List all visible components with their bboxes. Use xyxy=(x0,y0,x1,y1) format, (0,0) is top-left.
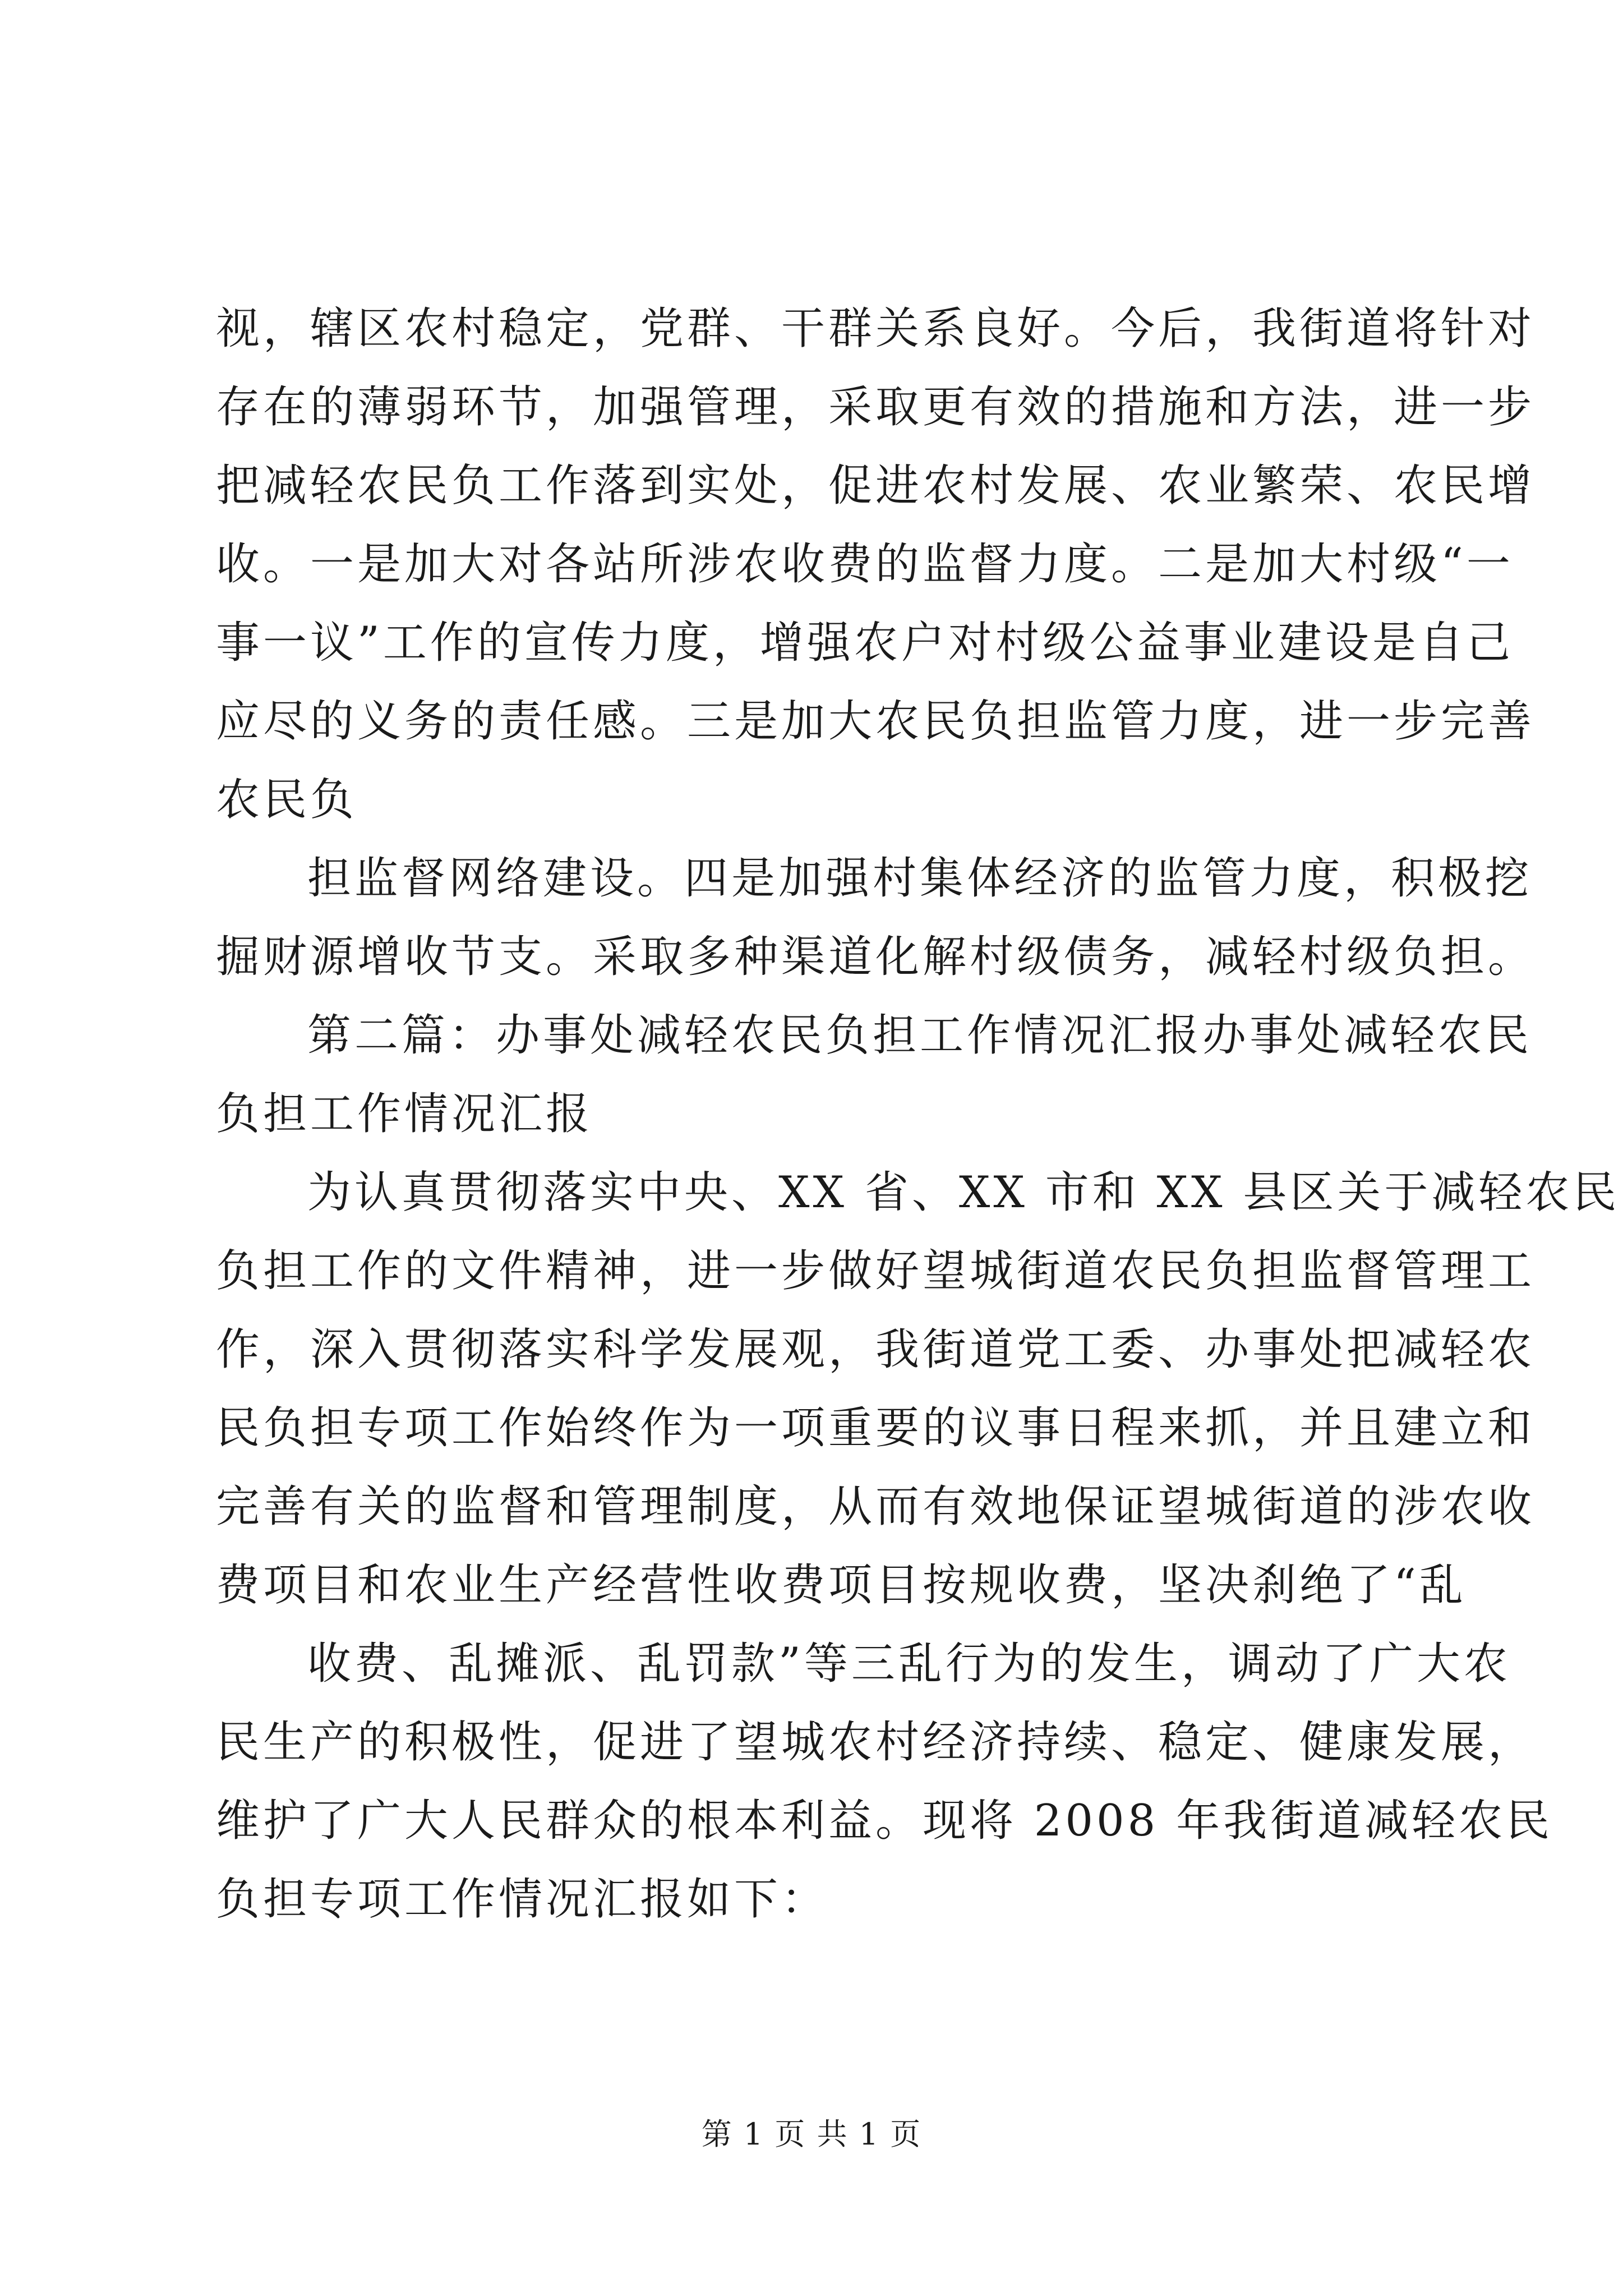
page-footer xyxy=(0,2115,1623,2154)
text-line: 存在的薄弱环节，加强管理，采取更有效的措施和方法，进一步 xyxy=(216,382,1536,432)
text-line: 收费、乱摊派、乱罚款”等三乱行为的发生，调动了广大农 xyxy=(307,1639,1511,1689)
text-line: 完善有关的监督和管理制度，从而有效地保证望城街道的涉农收 xyxy=(216,1481,1536,1532)
text-line: 负担工作的文件精神，进一步做好望城街道农民负担监督管理工 xyxy=(216,1246,1536,1296)
text-line: 为认真贯彻落实中央、XX 省、XX 市和 XX 县区关于减轻农民 xyxy=(307,1167,1620,1218)
text-line: 农民负 xyxy=(216,775,358,825)
text-line: 把减轻农民负工作落到实处，促进农村发展、农业繁荣、农民增 xyxy=(216,461,1536,511)
text-line: 维护了广大人民群众的根本利益。现将 2008 年我街道减轻农民 xyxy=(216,1796,1553,1846)
text-line: 作，深入贯彻落实科学发展观，我街道党工委、办事处把减轻农 xyxy=(216,1324,1536,1375)
text-line: 民负担专项工作始终作为一项重要的议事日程来抓，并且建立和 xyxy=(216,1403,1536,1453)
page-number-label: 第 1 页 共 1 页 xyxy=(701,2116,922,2152)
text-line: 视，辖区农村稳定，党群、干群关系良好。今后，我街道将针对 xyxy=(216,303,1536,354)
text-line: 负担专项工作情况汇报如下： xyxy=(216,1874,829,1925)
text-line: 民生产的积极性，促进了望城农村经济持续、稳定、健康发展， xyxy=(216,1717,1536,1768)
text-line: 掘财源增收节支。采取多种渠道化解村级债务，减轻村级负担。 xyxy=(216,932,1536,982)
text-line: 事一议”工作的宣传力度，增强农户对村级公益事业建设是自己 xyxy=(216,618,1514,668)
text-line: 收。一是加大对各站所涉农收费的监督力度。二是加大村级“一 xyxy=(216,539,1514,590)
text-line: 费项目和农业生产经营性收费项目按规收费，坚决刹绝了“乱 xyxy=(216,1560,1467,1611)
text-line: 第二篇：办事处减轻农民负担工作情况汇报办事处减轻农民 xyxy=(307,1010,1533,1061)
text-line: 担监督网络建设。四是加强村集体经济的监管力度，积极挖 xyxy=(307,853,1533,904)
text-line: 负担工作情况汇报 xyxy=(216,1089,593,1139)
text-line: 应尽的义务的责任感。三是加大农民负担监管力度，进一步完善 xyxy=(216,696,1536,747)
